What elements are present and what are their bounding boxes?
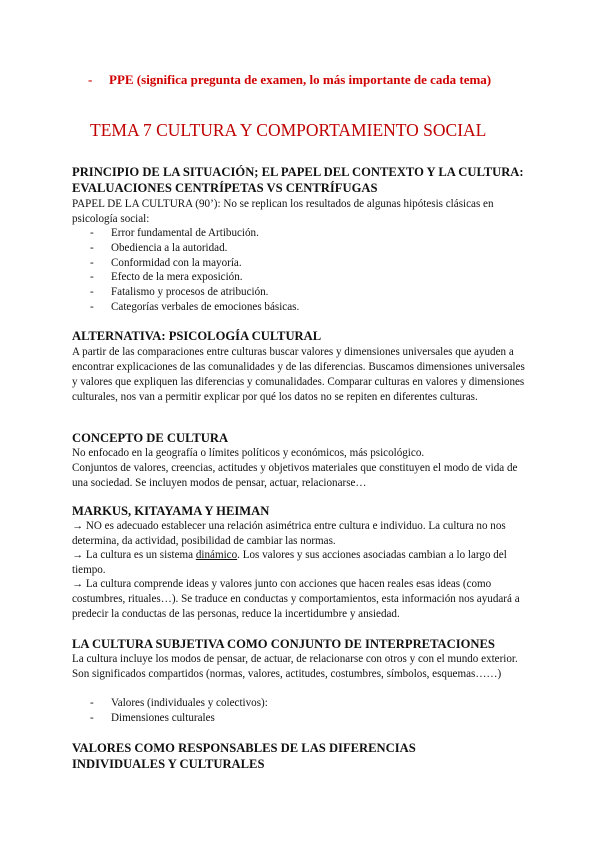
list-item-text: Categorías verbales de emociones básicas.	[111, 300, 300, 313]
list-item-text: Dimensiones culturales	[111, 711, 215, 724]
bullet-dash: -	[90, 256, 94, 269]
list-item-text: Valores (individuales y colectivos):	[111, 697, 268, 709]
ppe-note	[88, 72, 518, 88]
markus-paragraph-1: → NO es adecuado establecer una relación asimétrica entre cultura e individuo. La cultura no nos determina, da actividad, posibilidad de cambiar las normas.	[72, 520, 506, 547]
markus-paragraph-3: → La cultura comprende ideas y valores junto con acciones que hacen reales esas ideas (como costumbres, rituales…). Se traduce en conductas y comportamientos, esta información nos ayudará a predecir la conductas de las personas, reduce la incertidumbre y ansiedad.	[72, 578, 520, 620]
bullet-dash: -	[90, 241, 94, 254]
section-body-alternativa: A partir de las comparaciones entre culturas buscar valores y dimensiones universales que ayuden a encontrar explicaciones de las comunalidades y de las diferencias. Buscamos dimensiones universales y valores que expliquen las diferencias y comunalidades. Comparar culturas en valores y dimensiones culturales, nos van a permitir explicar por qué los datos no se repiten en diferentes culturas.	[72, 346, 525, 403]
list-item-text: Fatalismo y procesos de atribución.	[111, 286, 269, 299]
bullet-dash: -	[90, 300, 94, 313]
markus-p2-start: → La cultura es un sistema	[72, 549, 196, 561]
section-intro-papel-cultura: PAPEL DE LA CULTURA (90’): No se replican los resultados de algunas hipótesis clásicas en psicología social:	[72, 198, 494, 225]
section-heading-concepto: CONCEPTO DE CULTURA	[72, 431, 229, 445]
markus-paragraph-2	[72, 548, 532, 578]
list-item	[90, 696, 268, 711]
list-item-text: Efecto de la mera exposición.	[111, 271, 243, 284]
cultura-subjetiva-list	[90, 696, 268, 726]
list-item-text: Obediencia a la autoridad.	[111, 241, 228, 254]
bullet-dash: -	[88, 72, 93, 87]
ppe-note-text: PPE (significa pregunta de examen, lo más importante de cada tema)	[109, 72, 492, 87]
hypotheses-list	[90, 226, 299, 315]
list-item	[90, 300, 299, 315]
section-heading-valores: VALORES COMO RESPONSABLES DE LAS DIFERENCIAS INDIVIDUALES Y CULTURALES	[72, 741, 416, 771]
list-item	[90, 270, 299, 285]
list-item-text: Error fundamental de Artibución.	[111, 227, 259, 239]
bullet-dash: -	[90, 227, 94, 239]
concepto-line-2: Conjuntos de valores, creencias, actitudes y objetivos materiales que constituyen el modo de vida de una sociedad. Se incluyen modos de pensar, actuar, relacionarse…	[72, 462, 518, 489]
list-item	[90, 285, 299, 300]
section-heading-cultura-subjetiva: LA CULTURA SUBJETIVA COMO CONJUNTO DE INTERPRETACIONES	[72, 637, 495, 651]
underlined-term: dinámico	[195, 549, 238, 561]
bullet-dash: -	[90, 697, 94, 709]
section-heading-markus: MARKUS, KITAYAMA Y HEIMAN	[72, 504, 270, 518]
section-heading-alternativa: ALTERNATIVA: PSICOLOGÍA CULTURAL	[72, 329, 322, 343]
bullet-dash: -	[90, 711, 94, 724]
list-item	[90, 711, 268, 726]
section-body-cultura-subjetiva: La cultura incluye los modos de pensar, de actuar, de relacionarse con otros y con el mundo exterior. Son significados compartidos (normas, valores, actitudes, costumbres, símbolos, esquemas……)	[72, 653, 518, 680]
bullet-dash: -	[90, 286, 94, 299]
list-item-text: Conformidad con la mayoría.	[111, 256, 242, 269]
list-item	[90, 226, 299, 241]
bullet-dash: -	[90, 271, 94, 284]
markus-p2-end: . Los valores y sus acciones asociadas cambian a lo largo del tiempo.	[72, 549, 507, 576]
concepto-line-1: No enfocado en la geografía o límites políticos y económicos, más psicológico.	[72, 447, 425, 459]
section-heading-principio: PRINCIPIO DE LA SITUACIÓN; EL PAPEL DEL CONTEXTO Y LA CULTURA: EVALUACIONES CENTRÍPETAS VS CENTRÍFUGAS	[72, 165, 524, 195]
page-title: TEMA 7 CULTURA Y COMPORTAMIENTO SOCIAL	[90, 120, 487, 140]
list-item	[90, 241, 299, 256]
list-item	[90, 256, 299, 271]
